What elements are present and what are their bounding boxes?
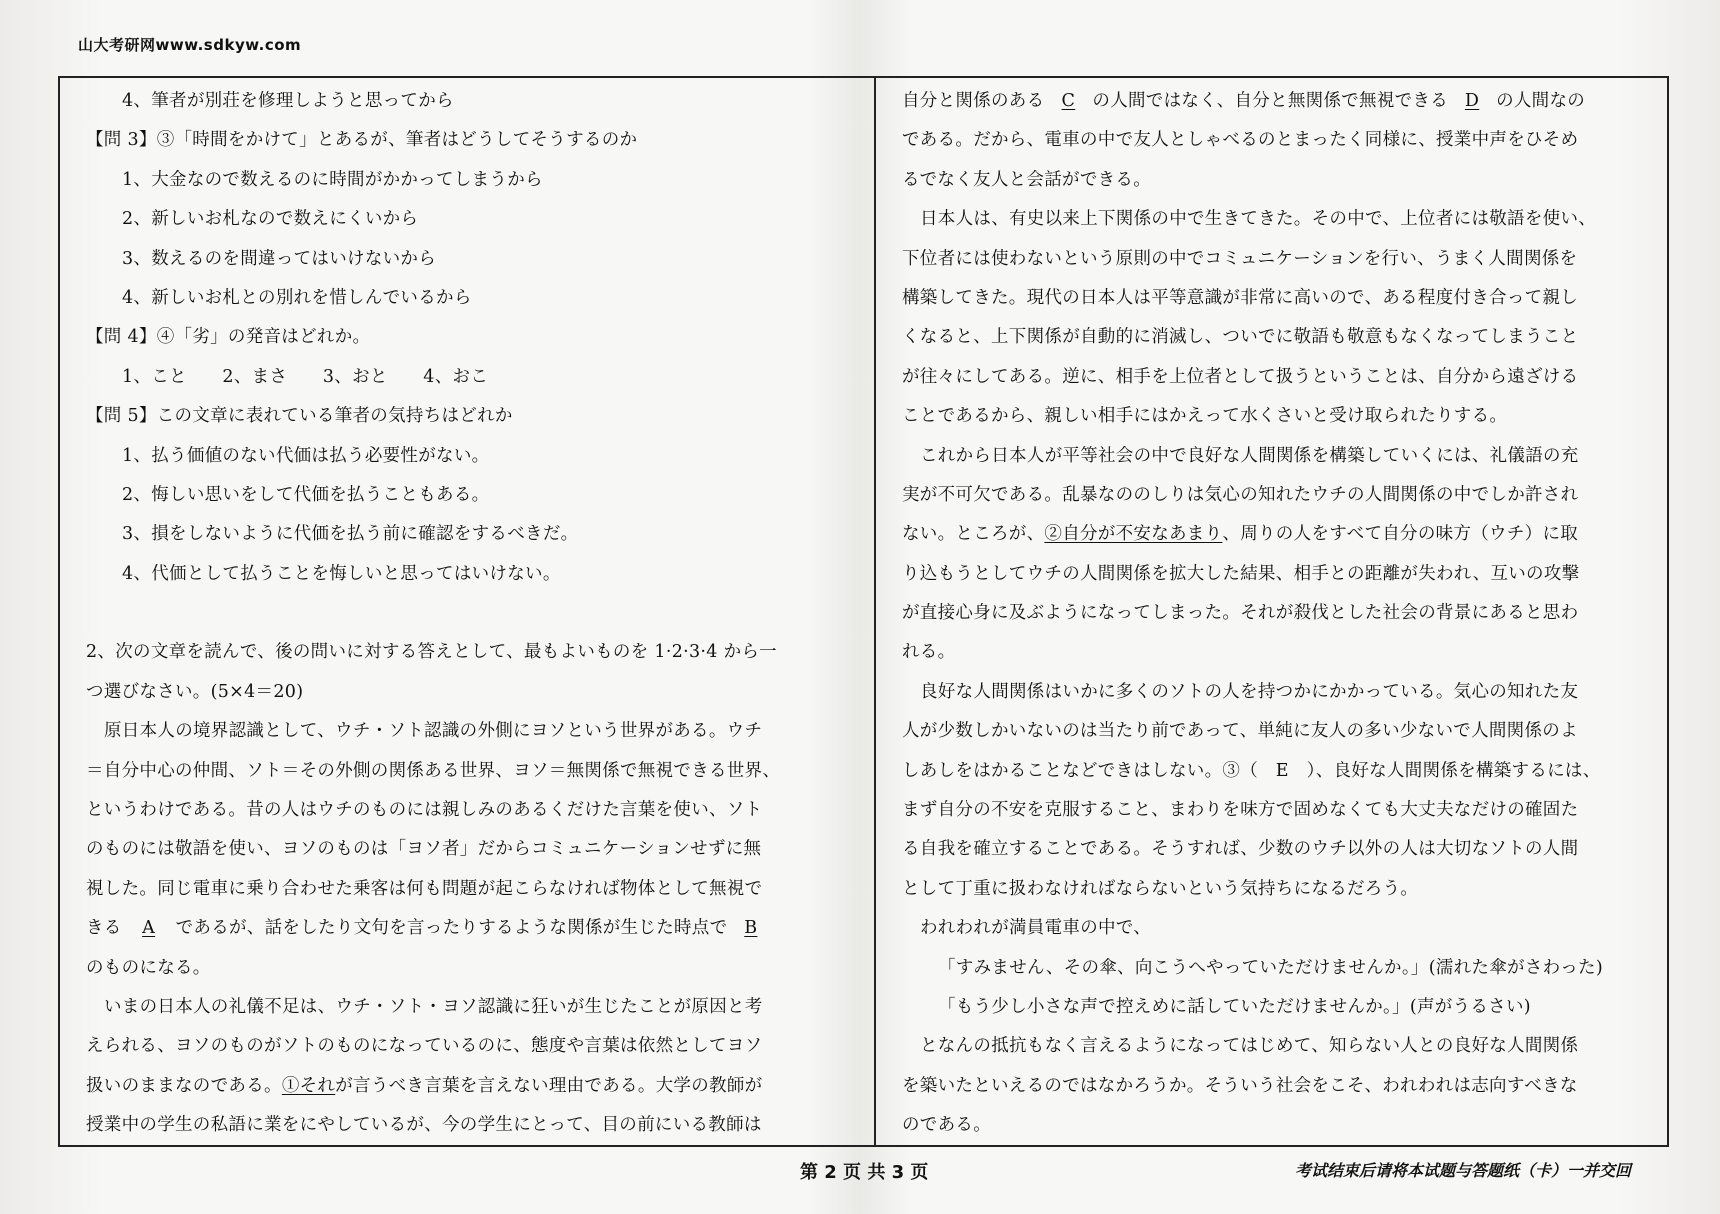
passage-text: 、周りの人をすべて自分の味方（ウチ）に取 <box>1222 524 1579 545</box>
passage-line: り込もうとしてウチの人間関係を拡大した結果、相手との距離が失われ、互いの攻撃 <box>902 563 1580 584</box>
passage-line: われわれが満員電車の中で、 <box>920 918 1152 939</box>
passage-line: 実が不可欠である。乱暴なののしりは気心の知れたウチの人間関係の中でしか許され <box>902 484 1579 505</box>
passage-line-underline-2 <box>902 515 1654 554</box>
right-column <box>902 82 1654 1146</box>
passage-line: 日本人は、有史以来上下関係の中で生きてきた。その中で、上位者には敬語を使い、 <box>920 209 1597 230</box>
q3-option-4: 4、新しいお札との別れを惜しんでいるから <box>122 287 472 308</box>
blank-d: D <box>1464 91 1480 111</box>
passage-line: というわけである。昔の人はウチのものには親しみのあるくだけた言葉を使い、ソト <box>86 800 763 821</box>
passage-line-blank-a <box>86 909 856 948</box>
section-2-instruction-cont: つ選びなさい。(5×4＝20) <box>86 681 304 702</box>
page-number: 第 2 页 共 3 页 <box>800 1162 929 1183</box>
passage-line: のものには敬語を使い、ヨソのものは「ヨソ者」だからコミュニケーションせずに無 <box>86 839 762 860</box>
spacer <box>86 594 856 633</box>
passage-line: を築いたといえるのではなかろうか。そういう社会をこそ、われわれは志向すべきな <box>902 1075 1578 1096</box>
question-3: 【問 3】③「時間をかけて」とあるが、筆者はどうしてそうするのか <box>86 130 638 151</box>
passage-line: るでなく友人と会話ができる。 <box>902 169 1152 190</box>
q5-option-4: 4、代価として払うことを悔しいと思ってはいけない。 <box>122 563 561 584</box>
passage-line: これから日本人が平等社会の中で良好な人間関係を構築していくには、礼儀語の充 <box>920 445 1579 466</box>
q4-options: 1、こと 2、まさ 3、おと 4、おこ <box>122 366 489 387</box>
passage-line: である。だから、電車の中で友人としゃべるのとまったく同様に、授業中声をひそめ <box>902 130 1579 151</box>
dialogue-line: 「もう少し小さな声で控えめに話していただけませんか。」(声がうるさい) <box>938 996 1531 1017</box>
passage-line: ことであるから、親しい相手にはかえって水くさいと受け取られたりする。 <box>902 406 1508 427</box>
passage-line: る自我を確立することである。そうすれば、少数のウチ以外の人は大切なソトの人間 <box>902 839 1579 860</box>
underlined-phrase-1: ①それ <box>281 1075 336 1096</box>
passage-line: のものになる。 <box>86 957 211 978</box>
footer-note: 考试结束后请将本试题与答题纸（卡）一并交回 <box>1295 1161 1632 1180</box>
passage-line: 良好な人間関係はいかに多くのソトの人を持つかにかかっている。気心の知れた友 <box>920 681 1579 702</box>
q3-option-2: 2、新しいお札なので数えにくいから <box>122 209 419 230</box>
q5-option-1: 1、払う価値のない代価は払う必要性がない。 <box>122 445 490 466</box>
site-watermark: 山大考研网www.sdkyw.com <box>78 36 302 54</box>
blank-b: B <box>744 918 758 939</box>
passage-text: であるが、話をしたり文句を言ったりするような関係が生じた時点で <box>175 918 728 939</box>
question-5: 【問 5】この文章に表れている筆者の気持ちはどれか <box>86 406 513 427</box>
blank-a: A <box>142 918 156 939</box>
blank-a-prefix: きる <box>86 918 122 939</box>
passage-line: れる。 <box>902 642 956 663</box>
passage-line: ＝自分中心の仲間、ソト＝その外側の関係ある世界、ヨソ＝無関係で無視できる世界、 <box>86 760 781 781</box>
passage-text: 自分と関係のある <box>902 91 1045 111</box>
passage-line: 下位者には使わないという原則の中でコミュニケーションを行い、うまく人間関係を <box>902 248 1578 269</box>
passage-line: が往々にしてある。逆に、相手を上位者として扱うということは、自分から遠ざける <box>902 366 1579 387</box>
passage-line: まず自分の不安を克服すること、まわりを味方で固めなくても大丈夫なだけの確固た <box>902 800 1579 821</box>
dialogue-line: 「すみません、その傘、向こうへやっていただけませんか。」(濡れた傘がさわった) <box>938 957 1603 978</box>
column-divider <box>874 76 876 1147</box>
passage-line: くなると、上下関係が自動的に消滅し、ついでに敬語も敬意もなくなってしまうこと <box>902 327 1579 348</box>
blank-c: C <box>1061 91 1076 111</box>
q5-option-3: 3、損をしないように代価を払う前に確認をするべきだ。 <box>122 524 579 545</box>
passage-line: 原日本人の境界認識として、ウチ・ソト認識の外側にヨソという世界がある。ウチ <box>104 721 763 742</box>
passage-line: しあしをはかることなどできはしない。③（ E ）、良好な人間関係を構築するには、 <box>902 760 1601 781</box>
passage-line: 授業中の学生の私語に業をにやしているが、今の学生にとって、目の前にいる教師は <box>86 1115 762 1136</box>
passage-line: 人が少数しかいないのは当たり前であって、単純に友人の多い少ないで人間関係のよ <box>902 721 1578 742</box>
passage-text: ない。ところが、 <box>902 524 1045 545</box>
passage-line: として丁重に扱わなければならないという気持ちになるだろう。 <box>902 878 1419 899</box>
left-column <box>86 82 856 1146</box>
question-4: 【問 4】④「劣」の発音はどれか。 <box>86 327 371 348</box>
passage-line: 構築してきた。現代の日本人は平等意識が非常に高いので、ある程度付き合って親し <box>902 287 1579 308</box>
passage-text: の人間なの <box>1496 91 1586 111</box>
passage-line-underline-1 <box>86 1067 856 1106</box>
passage-line: えられる、ヨソのものがソトのものになっているのに、態度や言葉は依然としてヨソ <box>86 1036 763 1057</box>
q5-option-2: 2、悔しい思いをして代価を払うこともある。 <box>122 484 490 505</box>
passage-line-blanks-cd <box>902 82 1654 121</box>
passage-line: のである。 <box>902 1115 991 1136</box>
passage-line: いまの日本人の礼儀不足は、ウチ・ソト・ヨソ認識に狂いが生じたことが原因と考 <box>104 996 763 1017</box>
passage-text: の人間ではなく、自分と無関係で無視できる <box>1092 91 1449 111</box>
text-line: 4、筆者が別荘を修理しようと思ってから <box>122 91 454 111</box>
underlined-phrase-2: ②自分が不安なあまり <box>1044 524 1223 545</box>
section-2-instruction: 2、次の文章を読んで、後の問いに対する答えとして、最もよいものを 1·2·3·4 から一 <box>86 642 777 663</box>
passage-line: 視した。同じ電車に乗り合わせた乗客は何も問題が起こらなければ物体として無視で <box>86 878 763 899</box>
q3-option-1: 1、大金なので数えるのに時間がかかってしまうから <box>122 169 543 190</box>
passage-text: 扱いのままなのである。 <box>86 1075 282 1096</box>
passage-line: となんの抵抗もなく言えるようになってはじめて、知らない人との良好な人間関係 <box>920 1036 1579 1057</box>
q3-option-3: 3、数えるのを間違ってはいけないから <box>122 248 437 269</box>
passage-text: が言うべき言葉を言えない理由である。大学の教師が <box>335 1075 763 1096</box>
passage-line: が直接心身に及ぶようになってしまった。それが殺伐とした社会の背景にあると思わ <box>902 603 1579 624</box>
